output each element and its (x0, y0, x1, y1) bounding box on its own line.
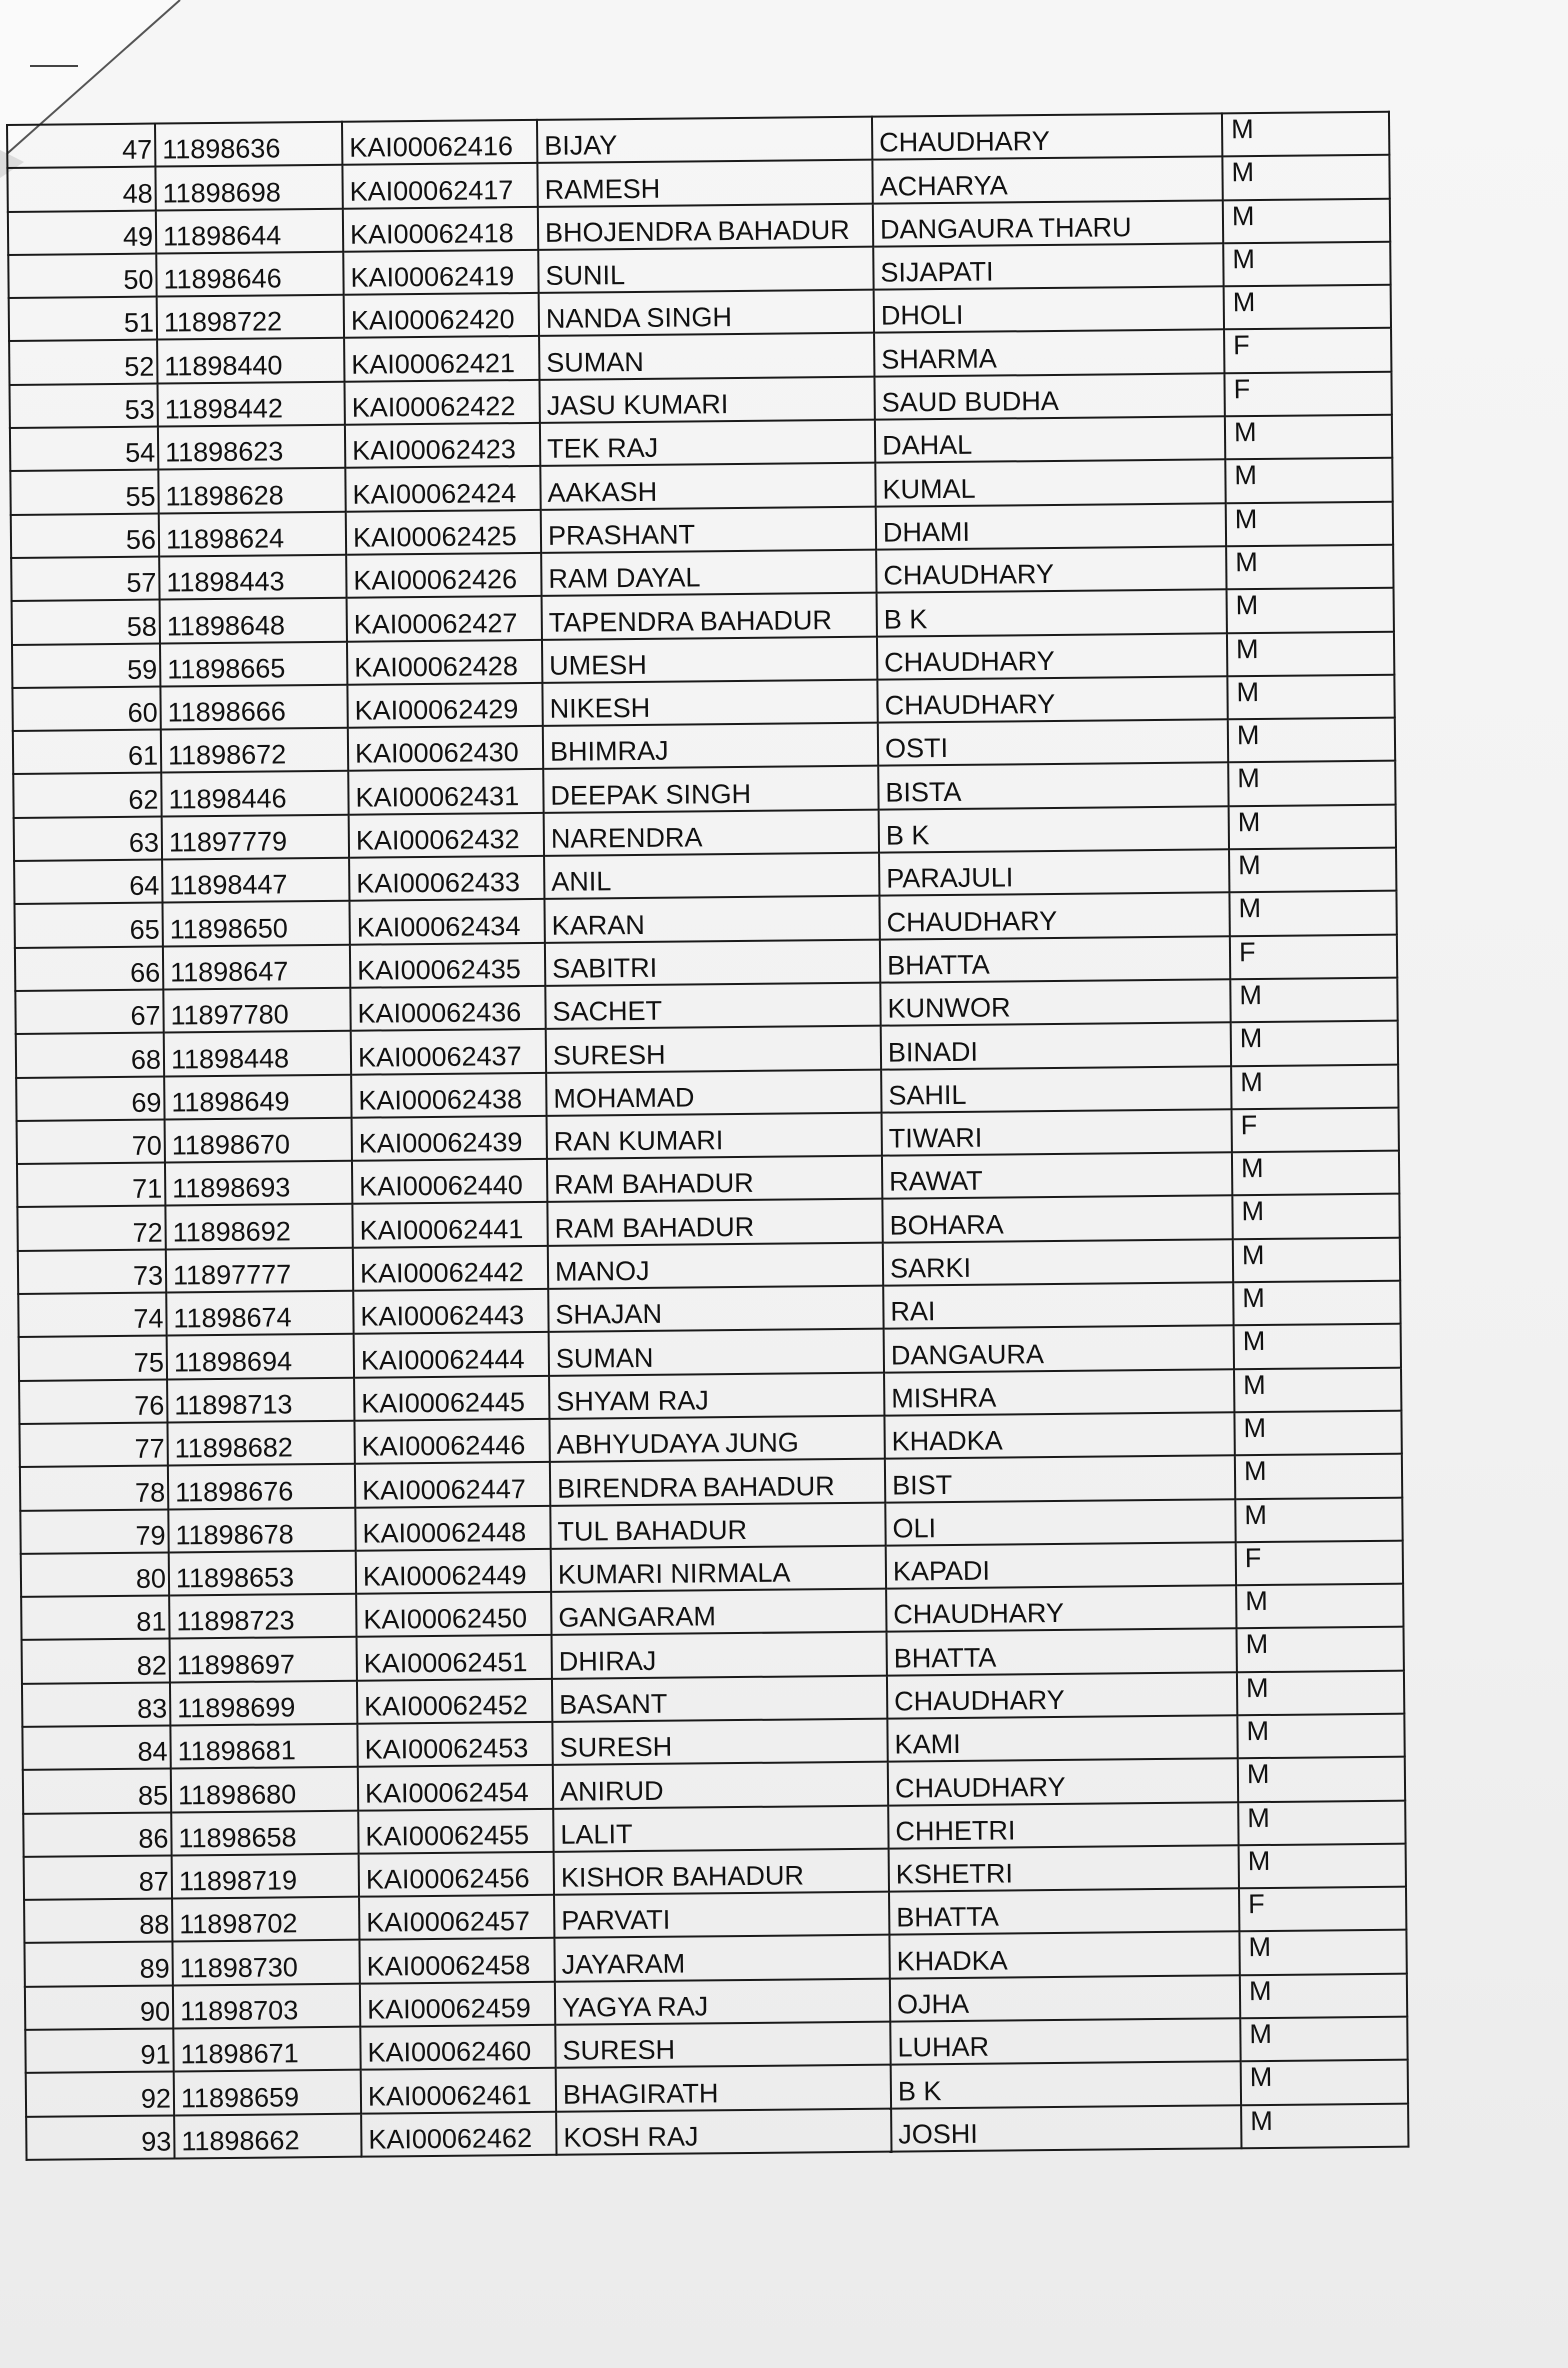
registration-id-cell: 11898628 (158, 468, 345, 513)
registration-id-cell: 11898653 (169, 1551, 356, 1596)
last-name-cell: SARKI (883, 1239, 1233, 1286)
registration-id-cell: 11898659 (174, 2070, 361, 2115)
first-name-cell: UMESH (542, 636, 877, 683)
last-name-cell: CHAUDHARY (887, 1672, 1237, 1719)
first-name-cell: PRASHANT (541, 506, 876, 553)
applicant-code-cell: KAI00062422 (344, 380, 539, 425)
gender-cell: M (1239, 1844, 1406, 1889)
first-name-cell: RAM DAYAL (541, 550, 876, 597)
last-name-cell: BINADI (881, 1023, 1231, 1070)
last-name-cell: DHOLI (874, 287, 1224, 334)
registration-id-cell: 11898703 (173, 1983, 360, 2028)
gender-cell: M (1238, 1757, 1405, 1802)
applicant-code-cell: KAI00062431 (348, 769, 543, 814)
last-name-cell: DHAMI (876, 503, 1226, 550)
row-number-cell: 57 (11, 557, 159, 602)
registration-id-cell: 11898666 (160, 685, 347, 730)
row-number-cell: 75 (19, 1336, 167, 1381)
first-name-cell: ABHYUDAYA JUNG (549, 1416, 884, 1463)
first-name-cell: TEK RAJ (540, 420, 875, 467)
last-name-cell: LUHAR (890, 2018, 1240, 2065)
last-name-cell: CHAUDHARY (877, 676, 1227, 723)
first-name-cell: BASANT (552, 1675, 887, 1722)
row-number-cell: 77 (19, 1422, 167, 1467)
row-number-cell: 91 (25, 2029, 173, 2074)
applicant-code-cell: KAI00062432 (349, 813, 544, 858)
last-name-cell: KAMI (887, 1715, 1237, 1762)
row-number-cell: 93 (26, 2115, 174, 2160)
registration-id-cell: 11898442 (157, 382, 344, 427)
roster-body (7, 112, 1408, 2160)
row-number-cell: 84 (22, 1725, 170, 1770)
first-name-cell: RAMESH (537, 160, 872, 207)
registration-id-cell: 11898692 (165, 1204, 352, 1249)
first-name-cell: PARVATI (554, 1892, 889, 1939)
first-name-cell: BHOJENDRA BAHADUR (538, 203, 873, 250)
row-number-cell: 81 (21, 1596, 169, 1641)
row-number-cell: 76 (19, 1379, 167, 1424)
gender-cell: F (1224, 328, 1391, 373)
registration-id-cell: 11898649 (164, 1074, 351, 1119)
row-number-cell: 47 (7, 124, 155, 169)
registration-id-cell: 11898440 (157, 338, 344, 383)
registration-id-cell: 11898662 (174, 2113, 361, 2158)
row-number-cell: 56 (11, 513, 159, 558)
row-number-cell: 67 (15, 989, 163, 1034)
gender-cell: M (1235, 1454, 1402, 1499)
first-name-cell: JASU KUMARI (539, 376, 874, 423)
last-name-cell: BHATTA (887, 1629, 1237, 1676)
gender-cell: M (1233, 1281, 1400, 1326)
last-name-cell: KUNWOR (880, 979, 1230, 1026)
first-name-cell: GANGARAM (551, 1589, 886, 1636)
last-name-cell: ACHARYA (872, 157, 1222, 204)
last-name-cell: KUMAL (875, 460, 1225, 507)
row-number-cell: 52 (9, 340, 157, 385)
gender-cell: F (1230, 934, 1397, 979)
first-name-cell: NIKESH (542, 680, 877, 727)
registration-id-cell: 11898697 (170, 1637, 357, 1682)
row-number-cell: 83 (22, 1682, 170, 1727)
first-name-cell: DEEPAK SINGH (543, 766, 878, 813)
row-number-cell: 64 (14, 860, 162, 905)
last-name-cell: OSTI (878, 719, 1228, 766)
first-name-cell: KOSH RAJ (556, 2108, 891, 2155)
row-number-cell: 53 (10, 383, 158, 428)
gender-cell: M (1227, 588, 1394, 633)
first-name-cell: KUMARI NIRMALA (551, 1545, 886, 1592)
last-name-cell: KHADKA (889, 1932, 1239, 1979)
registration-id-cell: 11898670 (165, 1118, 352, 1163)
row-number-cell: 61 (13, 730, 161, 775)
last-name-cell: KSHETRI (889, 1845, 1239, 1892)
row-number-cell: 92 (26, 2072, 174, 2117)
first-name-cell: BIJAY (537, 117, 872, 164)
last-name-cell: KHADKA (884, 1412, 1234, 1459)
applicant-code-cell: KAI00062420 (344, 293, 539, 338)
gender-cell: M (1229, 891, 1396, 936)
registration-id-cell: 11898658 (171, 1810, 358, 1855)
first-name-cell: SUNIL (538, 247, 873, 294)
gender-cell: M (1226, 545, 1393, 590)
gender-cell: M (1223, 242, 1390, 287)
first-name-cell: SABITRI (545, 939, 880, 986)
registration-id-cell: 11898671 (173, 2027, 360, 2072)
applicant-code-cell: KAI00062453 (357, 1722, 552, 1767)
registration-id-cell: 11898647 (163, 944, 350, 989)
first-name-cell: ANIRUD (553, 1762, 888, 1809)
registration-id-cell: 11898623 (158, 425, 345, 470)
first-name-cell: SUMAN (549, 1329, 884, 1376)
registration-id-cell: 11898646 (156, 252, 343, 297)
row-number-cell: 74 (18, 1293, 166, 1338)
applicant-code-cell: KAI00062451 (357, 1635, 552, 1680)
last-name-cell: CHAUDHARY (886, 1585, 1236, 1632)
row-number-cell: 87 (24, 1855, 172, 1900)
row-number-cell: 72 (17, 1206, 165, 1251)
registration-id-cell: 11898698 (155, 165, 342, 210)
applicant-code-cell: KAI00062461 (361, 2068, 556, 2113)
first-name-cell: SURESH (546, 1026, 881, 1073)
applicant-code-cell: KAI00062437 (351, 1029, 546, 1074)
registration-id-cell: 11897777 (166, 1247, 353, 1292)
gender-cell: M (1238, 1800, 1405, 1845)
row-number-cell: 89 (24, 1942, 172, 1987)
registration-id-cell: 11897780 (163, 988, 350, 1033)
gender-cell: M (1237, 1670, 1404, 1715)
gender-cell: M (1225, 415, 1392, 460)
gender-cell: M (1224, 285, 1391, 330)
applicant-code-cell: KAI00062454 (358, 1765, 553, 1810)
gender-cell: M (1231, 1064, 1398, 1109)
applicant-code-cell: KAI00062443 (353, 1289, 548, 1334)
registration-id-cell: 11898676 (168, 1464, 355, 1509)
row-number-cell: 59 (12, 643, 160, 688)
applicant-code-cell: KAI00062448 (355, 1505, 550, 1550)
applicant-code-cell: KAI00062425 (346, 510, 541, 555)
last-name-cell: CHAUDHARY (888, 1759, 1238, 1806)
last-name-cell: BIST (885, 1455, 1235, 1502)
applicant-code-cell: KAI00062433 (349, 856, 544, 901)
first-name-cell: NARENDRA (544, 809, 879, 856)
registration-id-cell: 11898680 (171, 1767, 358, 1812)
applicant-code-cell: KAI00062424 (345, 466, 540, 511)
gender-cell: F (1236, 1540, 1403, 1585)
applicant-code-cell: KAI00062446 (354, 1419, 549, 1464)
gender-cell: M (1239, 1930, 1406, 1975)
last-name-cell: CHAUDHARY (876, 546, 1226, 593)
registration-id-cell: 11898636 (155, 122, 342, 167)
last-name-cell: MISHRA (884, 1369, 1234, 1416)
row-number-cell: 71 (17, 1163, 165, 1208)
applicant-code-cell: KAI00062449 (356, 1549, 551, 1594)
gender-cell: M (1222, 112, 1389, 157)
applicant-code-cell: KAI00062435 (350, 943, 545, 988)
gender-cell: M (1228, 718, 1395, 763)
gender-cell: F (1232, 1108, 1399, 1153)
applicant-code-cell: KAI00062444 (354, 1332, 549, 1377)
gender-cell: M (1236, 1584, 1403, 1629)
registration-id-cell: 11898713 (167, 1377, 354, 1422)
row-number-cell: 51 (9, 297, 157, 342)
registration-id-cell: 11898723 (169, 1594, 356, 1639)
row-number-cell: 73 (18, 1249, 166, 1294)
last-name-cell: SIJAPATI (873, 243, 1223, 290)
gender-cell: M (1234, 1411, 1401, 1456)
first-name-cell: SACHET (545, 983, 880, 1030)
row-number-cell: 80 (21, 1552, 169, 1597)
last-name-cell: PARAJULI (879, 849, 1229, 896)
first-name-cell: YAGYA RAJ (555, 1978, 890, 2025)
applicant-code-cell: KAI00062447 (355, 1462, 550, 1507)
last-name-cell: BHATTA (880, 936, 1230, 983)
applicant-code-cell: KAI00062458 (359, 1938, 554, 1983)
gender-cell: M (1237, 1714, 1404, 1759)
applicant-code-cell: KAI00062416 (342, 120, 537, 165)
first-name-cell: SURESH (552, 1719, 887, 1766)
first-name-cell: KISHOR BAHADUR (554, 1848, 889, 1895)
registration-id-cell: 11898674 (166, 1291, 353, 1336)
row-number-cell: 58 (12, 600, 160, 645)
first-name-cell: RAM BAHADUR (547, 1199, 882, 1246)
row-number-cell: 50 (8, 253, 156, 298)
last-name-cell: BISTA (878, 763, 1228, 810)
last-name-cell: DANGAURA THARU (873, 200, 1223, 247)
gender-cell: M (1241, 2060, 1408, 2105)
applicant-code-cell: KAI00062428 (347, 639, 542, 684)
registration-id-cell: 11898650 (162, 901, 349, 946)
last-name-cell: OJHA (890, 1975, 1240, 2022)
applicant-code-cell: KAI00062430 (348, 726, 543, 771)
registration-id-cell: 11898682 (167, 1421, 354, 1466)
last-name-cell: B K (877, 590, 1227, 637)
gender-cell: M (1230, 978, 1397, 1023)
first-name-cell: RAN KUMARI (547, 1112, 882, 1159)
gender-cell: M (1240, 2017, 1407, 2062)
registration-id-cell: 11898624 (159, 511, 346, 556)
first-name-cell: ANIL (544, 853, 879, 900)
registration-id-cell: 11898699 (170, 1680, 357, 1725)
first-name-cell: SUMAN (539, 333, 874, 380)
registration-id-cell: 11897779 (162, 814, 349, 859)
gender-cell: F (1224, 371, 1391, 416)
row-number-cell: 86 (23, 1812, 171, 1857)
last-name-cell: SAHIL (881, 1066, 1231, 1113)
roster-table (6, 111, 1409, 2161)
last-name-cell: DANGAURA (884, 1326, 1234, 1373)
registration-id-cell: 11898447 (162, 858, 349, 903)
applicant-code-cell: KAI00062457 (359, 1895, 554, 1940)
registration-id-cell: 11898443 (159, 555, 346, 600)
last-name-cell: CHHETRI (888, 1802, 1238, 1849)
row-number-cell: 66 (15, 946, 163, 991)
gender-cell: M (1237, 1627, 1404, 1672)
applicant-code-cell: KAI00062450 (356, 1592, 551, 1637)
registration-id-cell: 11898719 (172, 1854, 359, 1899)
gender-cell: M (1233, 1237, 1400, 1282)
first-name-cell: SURESH (555, 2022, 890, 2069)
first-name-cell: SHYAM RAJ (549, 1372, 884, 1419)
first-name-cell: BHAGIRATH (556, 2065, 891, 2112)
gender-cell: M (1228, 761, 1395, 806)
gender-cell: M (1232, 1151, 1399, 1196)
applicant-code-cell: KAI00062421 (344, 336, 539, 381)
applicant-code-cell: KAI00062439 (352, 1116, 547, 1161)
gender-cell: M (1227, 675, 1394, 720)
gender-cell: M (1235, 1497, 1402, 1542)
gender-cell: M (1226, 501, 1393, 546)
applicant-code-cell: KAI00062436 (350, 986, 545, 1031)
gender-cell: M (1232, 1194, 1399, 1239)
gender-cell: M (1241, 2103, 1408, 2148)
last-name-cell: CHAUDHARY (872, 113, 1222, 160)
row-number-cell: 55 (10, 470, 158, 515)
last-name-cell: DAHAL (875, 416, 1225, 463)
last-name-cell: CHAUDHARY (879, 893, 1229, 940)
first-name-cell: MANOJ (548, 1242, 883, 1289)
first-name-cell: NANDA SINGH (539, 290, 874, 337)
last-name-cell: B K (891, 2062, 1241, 2109)
applicant-code-cell: KAI00062445 (354, 1375, 549, 1420)
gender-cell: M (1240, 1973, 1407, 2018)
applicant-code-cell: KAI00062434 (349, 899, 544, 944)
first-name-cell: JAYARAM (554, 1935, 889, 1982)
applicant-code-cell: KAI00062427 (347, 596, 542, 641)
row-number-cell: 62 (13, 773, 161, 818)
row-number-cell: 48 (7, 167, 155, 212)
registration-id-cell: 11898693 (165, 1161, 352, 1206)
gender-cell: M (1229, 848, 1396, 893)
row-number-cell: 85 (23, 1769, 171, 1814)
first-name-cell: BIRENDRA BAHADUR (550, 1459, 885, 1506)
first-name-cell: AAKASH (540, 463, 875, 510)
registration-id-cell: 11898648 (160, 598, 347, 643)
last-name-cell: RAWAT (882, 1152, 1232, 1199)
registration-id-cell: 11898644 (156, 208, 343, 253)
row-number-cell: 78 (20, 1466, 168, 1511)
row-number-cell: 60 (12, 686, 160, 731)
first-name-cell: MOHAMAD (546, 1069, 881, 1116)
last-name-cell: B K (879, 806, 1229, 853)
last-name-cell: TIWARI (882, 1109, 1232, 1156)
applicant-code-cell: KAI00062429 (347, 683, 542, 728)
first-name-cell: RAM BAHADUR (547, 1156, 882, 1203)
last-name-cell: JOSHI (891, 2105, 1241, 2152)
first-name-cell: DHIRAJ (552, 1632, 887, 1679)
row-number-cell: 82 (22, 1639, 170, 1684)
registration-id-cell: 11898722 (157, 295, 344, 340)
last-name-cell: KAPADI (886, 1542, 1236, 1589)
last-name-cell: SHARMA (874, 330, 1224, 377)
registration-id-cell: 11898448 (164, 1031, 351, 1076)
registration-id-cell: 11898446 (161, 771, 348, 816)
last-name-cell: SAUD BUDHA (874, 373, 1224, 420)
gender-cell: M (1229, 804, 1396, 849)
gender-cell: M (1231, 1021, 1398, 1066)
last-name-cell: BHATTA (889, 1888, 1239, 1935)
first-name-cell: LALIT (553, 1805, 888, 1852)
applicant-code-cell: KAI00062459 (360, 1982, 555, 2027)
gender-cell: M (1225, 458, 1392, 503)
row-number-cell: 88 (24, 1899, 172, 1944)
applicant-code-cell: KAI00062462 (361, 2111, 556, 2156)
gender-cell: M (1222, 155, 1389, 200)
gender-cell: F (1239, 1887, 1406, 1932)
row-number-cell: 79 (20, 1509, 168, 1554)
registration-id-cell: 11898694 (167, 1334, 354, 1379)
applicant-code-cell: KAI00062460 (360, 2025, 555, 2070)
row-number-cell: 54 (10, 427, 158, 472)
applicant-code-cell: KAI00062452 (357, 1679, 552, 1724)
applicant-code-cell: KAI00062456 (359, 1852, 554, 1897)
applicant-code-cell: KAI00062423 (345, 423, 540, 468)
row-number-cell: 90 (25, 1985, 173, 2030)
applicant-code-cell: KAI00062419 (343, 250, 538, 295)
registration-id-cell: 11898702 (172, 1897, 359, 1942)
first-name-cell: KARAN (544, 896, 879, 943)
registration-id-cell: 11898678 (168, 1507, 355, 1552)
first-name-cell: TUL BAHADUR (550, 1502, 885, 1549)
registration-id-cell: 11898730 (172, 1940, 359, 1985)
row-number-cell: 63 (14, 816, 162, 861)
row-number-cell: 68 (16, 1033, 164, 1078)
gender-cell: M (1234, 1367, 1401, 1412)
applicant-code-cell: KAI00062426 (346, 553, 541, 598)
registration-id-cell: 11898681 (170, 1724, 357, 1769)
applicant-code-cell: KAI00062441 (352, 1202, 547, 1247)
gender-cell: M (1223, 198, 1390, 243)
applicant-code-cell: KAI00062442 (353, 1246, 548, 1291)
last-name-cell: OLI (885, 1499, 1235, 1546)
applicant-code-cell: KAI00062455 (358, 1808, 553, 1853)
row-number-cell: 65 (14, 903, 162, 948)
row-number-cell: 70 (17, 1119, 165, 1164)
applicant-code-cell: KAI00062440 (352, 1159, 547, 1204)
applicant-code-cell: KAI00062438 (351, 1072, 546, 1117)
row-number-cell: 69 (16, 1076, 164, 1121)
first-name-cell: BHIMRAJ (543, 723, 878, 770)
registration-id-cell: 11898672 (161, 728, 348, 773)
gender-cell: M (1234, 1324, 1401, 1369)
last-name-cell: RAI (883, 1282, 1233, 1329)
applicant-code-cell: KAI00062418 (343, 206, 538, 251)
row-number-cell: 49 (8, 210, 156, 255)
first-name-cell: TAPENDRA BAHADUR (542, 593, 877, 640)
registration-id-cell: 11898665 (160, 641, 347, 686)
applicant-code-cell: KAI00062417 (342, 163, 537, 208)
last-name-cell: BOHARA (882, 1196, 1232, 1243)
first-name-cell: SHAJAN (548, 1286, 883, 1333)
gender-cell: M (1227, 631, 1394, 676)
last-name-cell: CHAUDHARY (877, 633, 1227, 680)
